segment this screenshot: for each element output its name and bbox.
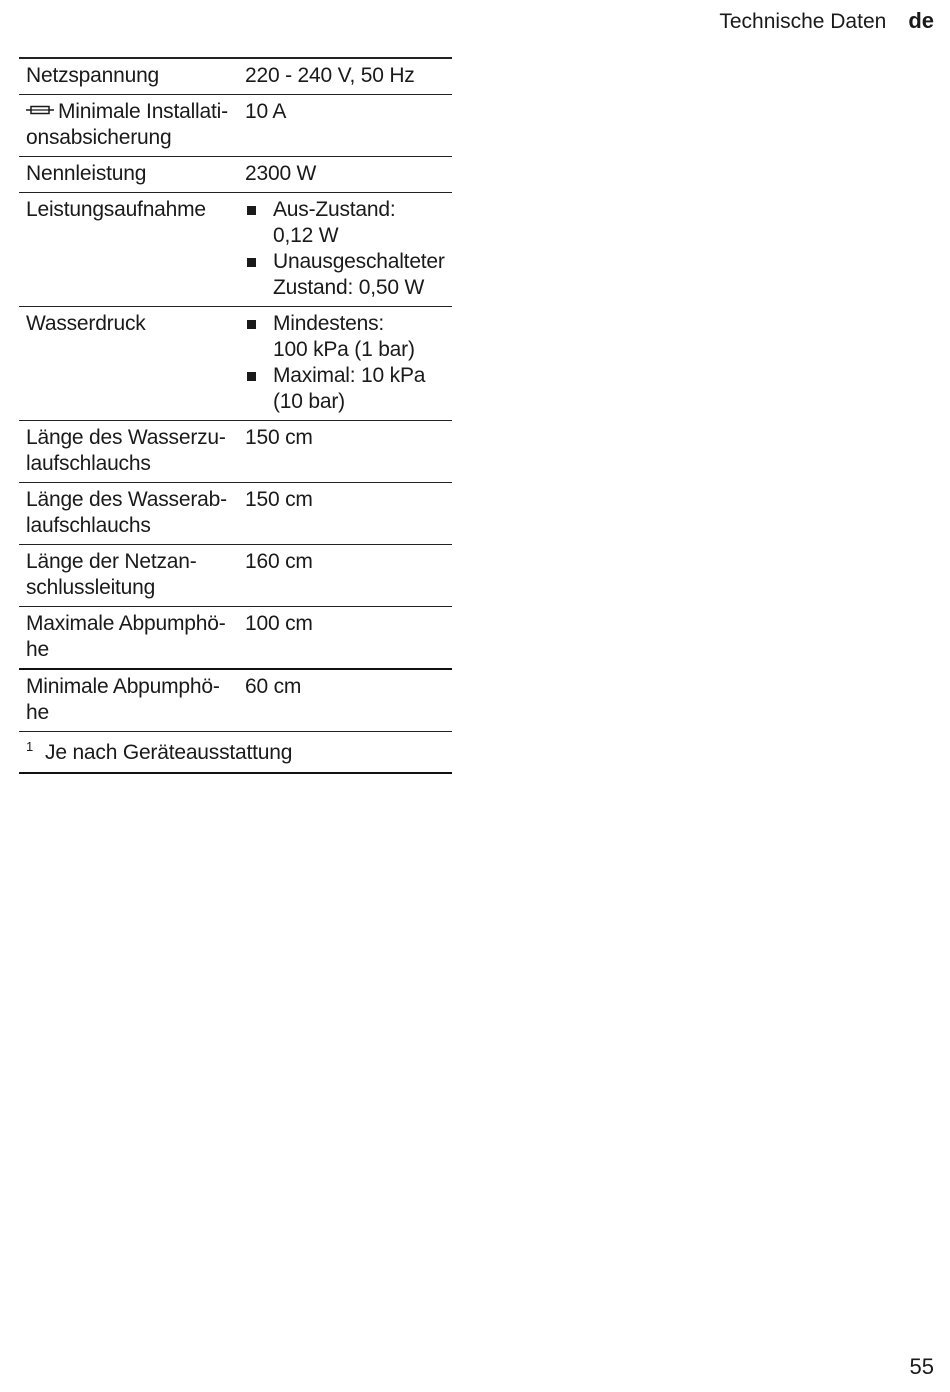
row-label: Maximale Abpumphö- he (19, 607, 235, 670)
bullet-square-icon (247, 372, 256, 381)
row-label-line2: onsabsicherung (26, 126, 172, 149)
row-label: Länge der Netzan- schlussleitung (19, 545, 235, 607)
row-label: Länge des Wasserab- laufschlauchs (19, 483, 235, 545)
row-value: 160 cm (235, 545, 452, 607)
row-value: 150 cm (235, 421, 452, 483)
row-label: Nennleistung (19, 157, 235, 193)
row-label: Minimale Abpumphö- he (19, 669, 235, 732)
bullet-square-icon (247, 320, 256, 329)
row-value: 10 A (235, 95, 452, 157)
section-title: Technische Daten (719, 10, 887, 33)
table-row (19, 157, 452, 193)
row-label: Netzspannung (19, 58, 235, 95)
table-row (19, 193, 452, 307)
row-label: Länge des Wasserzu- laufschlauchs (19, 421, 235, 483)
bullet-square-icon (247, 258, 256, 267)
row-value: 60 cm (235, 669, 452, 732)
table-row (19, 669, 452, 732)
row-value (235, 193, 452, 307)
row-value: 220 - 240 V, 50 Hz (235, 58, 452, 95)
table-row (19, 58, 452, 95)
row-label: Wasserdruck (19, 307, 235, 421)
row-value: 150 cm (235, 483, 452, 545)
row-value (235, 307, 452, 421)
row-label-line1: Minimale Installati- (58, 100, 228, 123)
table-row (19, 607, 452, 670)
row-label (19, 95, 235, 157)
list-item: Maximal: 10 kPa (10 bar) (245, 363, 446, 415)
list-item: Aus-Zustand: 0,12 W (245, 197, 446, 249)
footnote-text: Je nach Geräteausstattung (45, 741, 293, 764)
language-code: de (908, 8, 934, 33)
list-item: Unausgeschalteter Zustand: 0,50 W (245, 249, 446, 301)
row-value: 100 cm (235, 607, 452, 670)
running-header (719, 8, 934, 34)
table-row (19, 545, 452, 607)
row-value: 2300 W (235, 157, 452, 193)
list-item: Mindestens: 100 kPa (1 bar) (245, 311, 446, 363)
page-number: 55 (909, 1354, 934, 1379)
bullet-list (245, 311, 446, 415)
row-label: Leistungsaufnahme (19, 193, 235, 307)
fuse-icon (26, 105, 54, 115)
table-row (19, 421, 452, 483)
table-row (19, 483, 452, 545)
footnote-marker: 1 (26, 739, 34, 754)
table-row (19, 307, 452, 421)
table-footnote (19, 732, 452, 774)
table-row (19, 95, 452, 157)
technical-data-table (19, 57, 452, 774)
bullet-list (245, 197, 446, 301)
bullet-square-icon (247, 206, 256, 215)
